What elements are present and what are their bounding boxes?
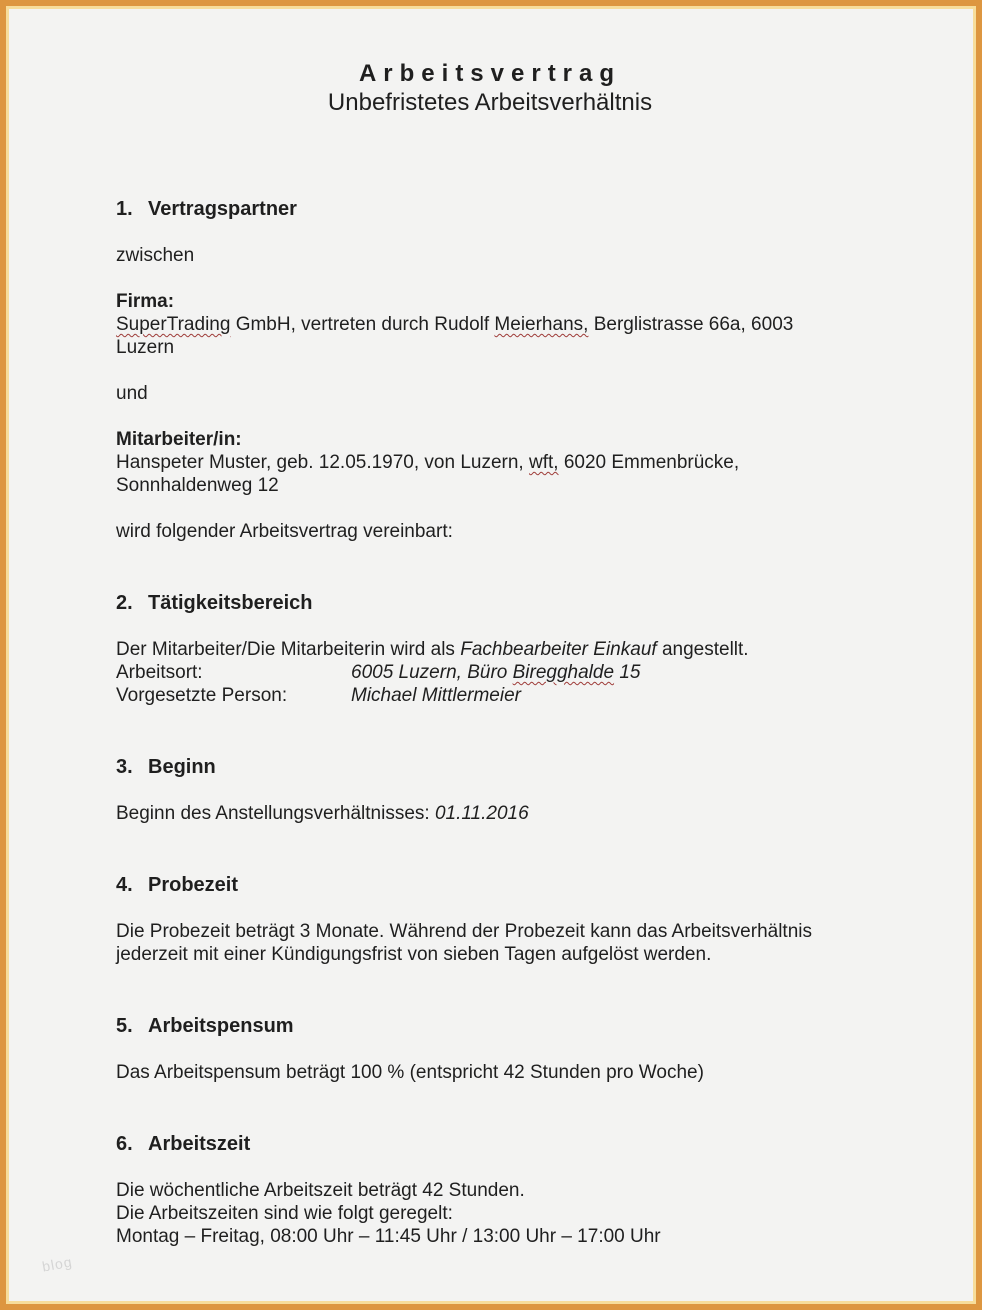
section-number: 6. (116, 1133, 133, 1155)
misspelled-word: wft, (529, 452, 559, 473)
mitarbeiter-line-2: Sonnhaldenweg 12 (116, 475, 279, 496)
firma-address-line-2: Luzern (116, 337, 175, 358)
arbeitsort-label: Arbeitsort: (116, 662, 203, 683)
mitarbeiter-label: Mitarbeiter/in: (116, 429, 242, 450)
section-beginn (116, 756, 864, 825)
intro-text: angestellt. (656, 639, 749, 660)
section-arbeitspensum (116, 1015, 864, 1084)
paragraph-zwischen (116, 244, 864, 267)
section-title: Arbeitszeit (148, 1133, 251, 1155)
arbeitszeit-line-2: Die Arbeitszeiten sind wie folgt geregelt: (116, 1203, 453, 1224)
section-number: 4. (116, 874, 133, 896)
arbeitsort-text: 15 (614, 662, 641, 683)
paragraph-closing (116, 520, 864, 543)
paragraph-arbeitspensum (116, 1061, 864, 1084)
firma-address-line-1 (116, 313, 864, 336)
vorgesetzte-row (116, 684, 864, 707)
blog-watermark: blog (40, 1253, 74, 1275)
arbeitszeit-line-1: Die wöchentliche Arbeitszeit beträgt 42 Stunden. (116, 1180, 525, 1201)
document-subtitle: Unbefristetes Arbeitsverhältnis (327, 89, 653, 116)
arbeitspensum-text: Das Arbeitspensum beträgt 100 % (entspricht 42 Stunden pro Woche) (116, 1062, 704, 1083)
mitarbeiter-line-1 (116, 451, 864, 474)
beginn-text: Beginn des Anstellungsverhältnisses: (116, 803, 435, 824)
document-title: Arbeitsvertrag (358, 60, 622, 87)
paragraph-taetigkeit (116, 638, 864, 707)
title-block (116, 6, 864, 118)
intro-text: Der Mitarbeiter/Die Mitarbeiterin wird als (116, 639, 461, 660)
beginn-date-italic: 01.11.2016 (434, 803, 529, 824)
section-probezeit (116, 874, 864, 966)
arbeitszeit-line-3: Montag – Freitag, 08:00 Uhr – 11:45 Uhr / 13:00 Uhr – 17:00 Uhr (116, 1226, 661, 1247)
section-vertragspartner (116, 198, 864, 543)
section-number: 5. (116, 1015, 133, 1037)
section-heading-1 (116, 198, 864, 221)
section-heading-3 (116, 756, 864, 779)
section-title: Probezeit (148, 874, 239, 896)
document-content (6, 6, 976, 1248)
section-title: Vertragspartner (148, 198, 297, 220)
probezeit-line-2: jederzeit mit einer Kündigungsfrist von sieben Tagen aufgelöst werden. (116, 944, 712, 965)
vorgesetzte-label: Vorgesetzte Person: (116, 685, 288, 706)
paragraph-und (116, 382, 864, 405)
section-heading-2 (116, 592, 864, 615)
job-title-italic: Fachbearbeiter Einkauf (460, 639, 657, 660)
section-title: Tätigkeitsbereich (148, 592, 313, 614)
probezeit-line-1: Die Probezeit beträgt 3 Monate. Während der Probezeit kann das Arbeitsverhältnis (116, 921, 812, 942)
text-closing: wird folgender Arbeitsvertrag vereinbart: (116, 521, 453, 542)
section-number: 1. (116, 198, 133, 220)
mitarbeiter-text: 6020 Emmenbrücke, (558, 452, 740, 473)
section-number: 2. (116, 592, 133, 614)
arbeitsort-row (116, 661, 864, 684)
section-number: 3. (116, 756, 133, 778)
section-title: Beginn (148, 756, 216, 778)
text-und: und (116, 383, 148, 404)
paragraph-mitarbeiter (116, 428, 864, 497)
paragraph-beginn (116, 802, 864, 825)
section-arbeitszeit (116, 1133, 864, 1248)
firma-text: Berglistrasse 66a, 6003 (588, 314, 794, 335)
vorgesetzte-value: Michael Mittlermeier (351, 685, 521, 706)
section-heading-5 (116, 1015, 864, 1038)
paragraph-firma (116, 290, 864, 359)
text-zwischen: zwischen (116, 245, 195, 266)
misspelled-word: Biregghalde (512, 662, 615, 683)
mitarbeiter-text: Hanspeter Muster, geb. 12.05.1970, von Luzern, (116, 452, 529, 473)
section-taetigkeitsbereich (116, 592, 864, 707)
arbeitsort-value (351, 662, 640, 683)
arbeitsort-text: 6005 Luzern, Büro (351, 662, 513, 683)
misspelled-word: SuperTrading (116, 314, 231, 335)
section-heading-6 (116, 1133, 864, 1156)
section-heading-4 (116, 874, 864, 897)
firma-label: Firma: (116, 291, 175, 312)
section-title: Arbeitspensum (148, 1015, 294, 1037)
taetigkeit-intro (116, 638, 864, 661)
paragraph-arbeitszeit (116, 1179, 864, 1248)
paragraph-probezeit (116, 920, 864, 966)
firma-text: GmbH, vertreten durch Rudolf (230, 314, 495, 335)
misspelled-word: Meierhans, (494, 314, 589, 335)
